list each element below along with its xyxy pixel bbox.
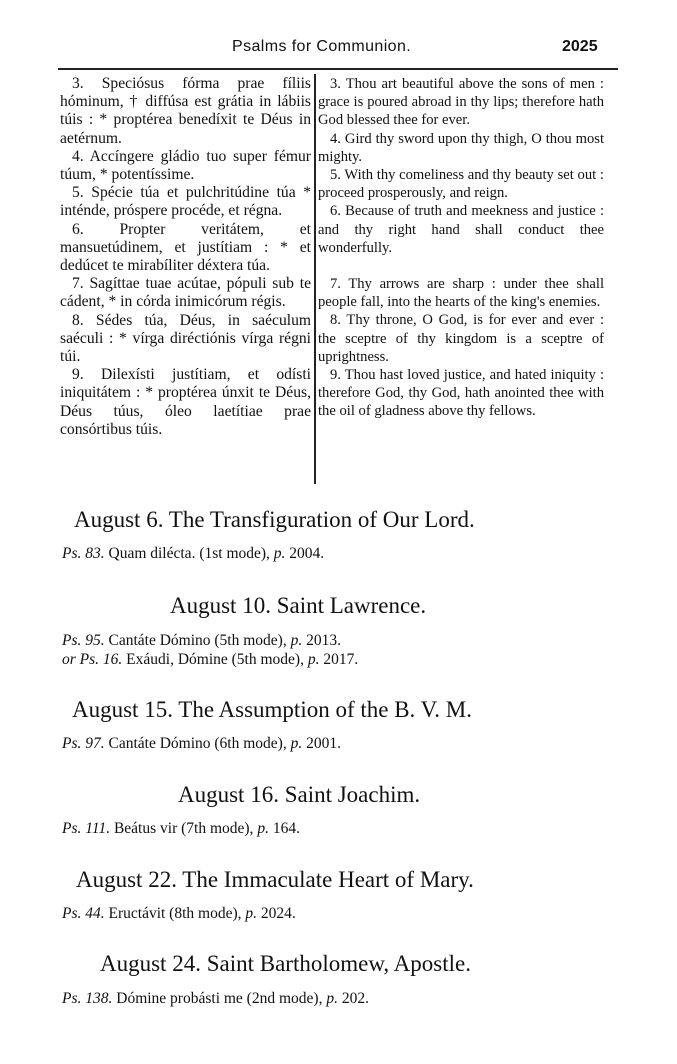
page-abbrev: p. [326,990,338,1007]
psalm-reference [62,632,341,650]
page-number: 2025 [562,38,598,55]
page-ref: 164. [268,820,300,837]
feast-title-saint-bartholomew: August 24. Saint Bartholomew, Apostle. [100,951,471,976]
feast-title-transfiguration: August 6. The Transfiguration of Our Lord. [74,507,475,532]
psalm-reference [62,990,369,1008]
page-ref: 202. [337,990,369,1007]
page-abbrev: p. [257,820,269,837]
psalm-number: Ps. 111. [62,820,111,837]
latin-verse-9: 9. Dilexísti justítiam, et odísti iniquitátem : * proptérea únxit te Déus, Déus túus, óleo laetítiae prae consórtibus túis. [60,366,311,438]
feast-title-saint-lawrence: August 10. Saint Lawrence. [170,593,427,618]
psalm-text: Cantáte Dómino (5th mode), [104,632,291,649]
page-ref: 2013. [302,632,341,649]
psalm-number: Ps. 44. [62,905,105,922]
english-verse-6: 6. Because of truth and meekness and justice : and thy right hand shall conduct thee wonderfully. [318,203,604,256]
latin-verse-3: 3. Speciósus fórma prae fíliis hóminum, † diffúsa est grátia in lábiis túis : * proptérea benedíxit te Déus in aetérnum. [60,75,311,147]
column-divider [314,74,316,484]
psalm-number: Ps. 16. [79,651,123,668]
psalm-number: Ps. 95. [62,632,105,649]
psalm-number: Ps. 97. [62,735,105,752]
psalm-text: Dómine probásti me (2nd mode), [112,990,327,1007]
english-verse-7: 7. Thy arrows are sharp : under thee shall people fall, into the hearts of the king's enemies. [318,276,604,311]
page-abbrev: p. [273,545,286,562]
english-column [318,75,604,421]
page-abbrev: p. [307,651,320,668]
psalm-text: Cantáte Dómino (6th mode), [104,735,291,752]
english-verse-4: 4. Gird thy sword upon thy thigh, O thou most mighty. [318,130,604,165]
running-title: Psalms for Communion. [232,38,412,55]
page-abbrev: p. [290,632,303,649]
psalm-reference [62,735,341,753]
psalm-number: Ps. 83. [62,545,105,562]
verse-gap [318,257,604,275]
page-ref: 2001. [302,735,341,752]
english-verse-8: 8. Thy throne, O God, is for ever and ever : the sceptre of thy kingdom is a sceptre of uprightness. [318,312,604,365]
latin-verse-6: 6. Propter veritátem, et mansuetúdinem, et justítiam : * et dedúcet te mirabíliter déxtera túa. [60,220,311,275]
psalm-reference [62,905,296,923]
header-rule [58,68,618,70]
feast-title-saint-joachim: August 16. Saint Joachim. [178,782,421,807]
psalm-reference [62,651,358,669]
psalm-text: Beátus vir (7th mode), [110,820,258,837]
psalm-text: Quam diléctа. (1st mode), [104,545,274,562]
feast-title-immaculate-heart: August 22. The Immaculate Heart of Mary. [76,867,474,892]
page-abbrev: p. [290,735,303,752]
latin-column [60,75,311,439]
english-verse-9: 9. Thou hast loved justice, and hated iniquity : therefore God, thy God, hath anointed thee with the oil of gladness above thy fellows. [318,367,604,420]
feast-title-assumption: August 15. The Assumption of the B. V. M. [72,697,472,722]
english-verse-5: 5. With thy comeliness and thy beauty set out : proceed prosperously, and reign. [318,167,604,202]
latin-verse-4: 4. Accíngere gládio tuo super fémur túum, * potentíssime. [60,147,311,184]
page-ref: 2024. [257,905,296,922]
page-ref: 2004. [285,545,325,562]
page-ref: 2017. [319,651,359,668]
psalm-number: Ps. 138. [62,990,113,1007]
psalm-reference [62,820,300,838]
psalm-text: Eructávit (8th mode), [104,905,246,922]
latin-verse-7: 7. Sagíttae tuae acútae, pópuli sub te cádent, * in córda inimicórum régis. [60,275,311,311]
latin-verse-5: 5. Spécie túa et pulchritúdine túa * inténde, próspere procéde, et régna. [60,184,311,220]
english-verse-3: 3. Thou art beautiful above the sons of men : grace is poured abroad in thy lips; therefore hath God blessed thee for ever. [318,76,604,129]
page-abbrev: p. [245,905,257,922]
or-prefix: or [62,651,80,668]
psalm-text: Exáudi, Dómine (5th mode), [122,651,308,668]
latin-verse-8: 8. Sédes túa, Déus, in saéculum saéculi : * vírga diréctiónis vírga régni túi. [60,311,311,366]
psalm-reference [62,545,324,563]
